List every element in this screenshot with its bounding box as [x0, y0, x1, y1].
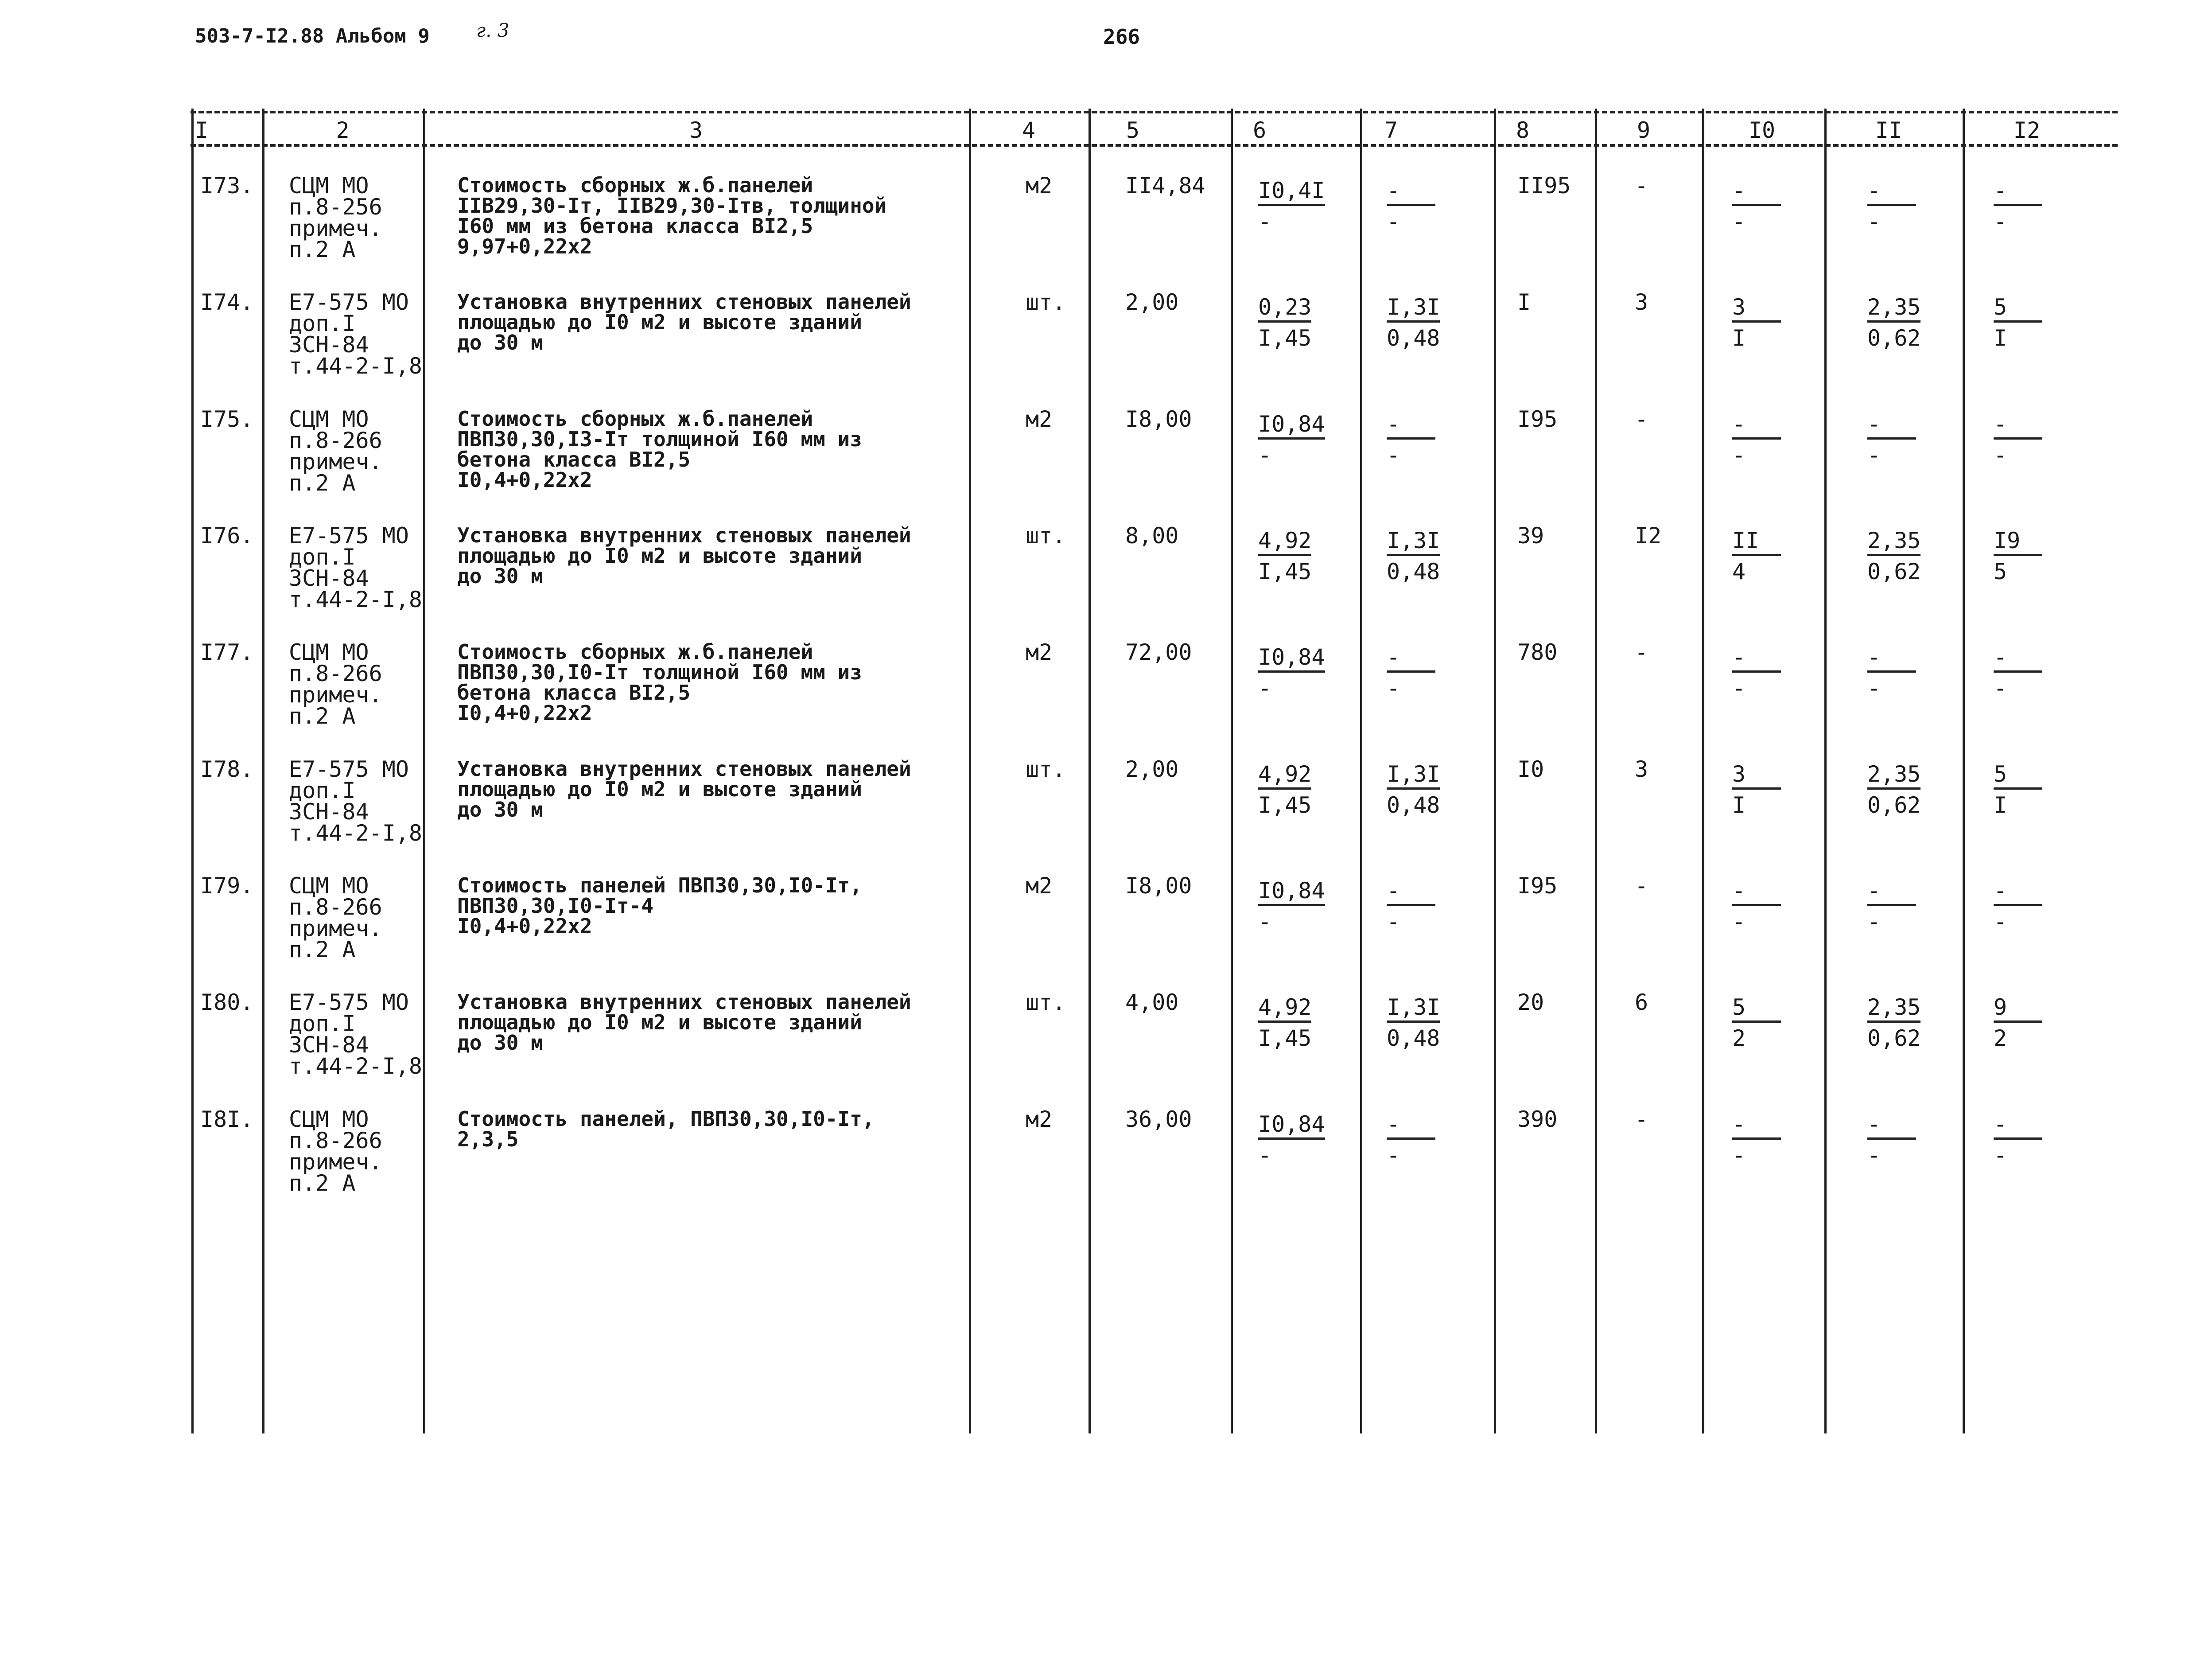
unit-cost-cell: $\frac{4,92}{I,45}$: [1258, 761, 1312, 818]
unit: м2: [1026, 1106, 1053, 1132]
column-10-cell: $\frac{3}{I}$: [1732, 292, 1808, 354]
column-number: I0: [1748, 117, 1776, 143]
unit: шт.: [1026, 756, 1066, 782]
column-11-cell: - -: [1867, 175, 1943, 237]
column-number: 6: [1252, 117, 1267, 143]
table-row: [0, 875, 2212, 993]
operation-cost-cell: - -: [1387, 642, 1462, 704]
unit-cost-cell: $\frac{4,92}{I,45}$: [1258, 994, 1312, 1051]
table-row: [0, 639, 2212, 759]
work-description: Стоимость панелей ПВП30,30,I0-Iт, ПВП30,30,I0-Iт-4 I0,4+0,22х2: [457, 873, 862, 938]
quantity: 4,00: [1125, 989, 1179, 1015]
column-11-cell: - -: [1867, 875, 1943, 937]
table-row: [0, 406, 2212, 526]
column-number: I2: [2013, 117, 2041, 143]
row-number: I75.: [200, 406, 254, 432]
norm-reference: СЦМ МО п.8-256 примеч. п.2 А: [289, 173, 382, 262]
quantity: 2,00: [1125, 289, 1179, 315]
column-12-cell: - -: [1994, 1109, 2069, 1171]
total-cost: I95: [1517, 873, 1558, 899]
quantity: 8,00: [1125, 523, 1179, 549]
column-12-cell: $\frac{9}{2}$: [1994, 992, 2069, 1054]
column-10-cell: - -: [1732, 175, 1808, 237]
norm-reference: Е7-575 МО доп.I ЗСН-84 т.44-2-I,8: [289, 289, 423, 379]
unit-cost-cell: I0,4I -: [1258, 178, 1325, 234]
column-9-value: I2: [1635, 523, 1662, 549]
total-cost: I95: [1517, 406, 1558, 432]
document-code: 503-7-I2.88 Альбом 9: [195, 25, 430, 47]
column-number: 2: [336, 117, 350, 143]
page-number: 266: [1103, 25, 1140, 49]
column-10-cell: $\frac{3}{I}$: [1732, 759, 1808, 821]
column-9-value: -: [1635, 1106, 1648, 1132]
column-12-cell: - -: [1994, 175, 2069, 237]
norm-reference: СЦМ МО п.8-266 примеч. п.2 А: [289, 1106, 382, 1196]
column-11-cell: - -: [1867, 1109, 1943, 1171]
table-row: [0, 756, 2212, 876]
unit: м2: [1026, 873, 1053, 899]
unit: шт.: [1026, 523, 1066, 549]
work-description: Установка внутренних стеновых панелей площадью до I0 м2 и высоте зданий до 30 м: [457, 990, 911, 1055]
column-12-cell: $\frac{5}{I}$: [1994, 292, 2069, 354]
row-number: I76.: [200, 523, 254, 549]
column-12-cell: - -: [1994, 875, 2069, 937]
unit-cost-cell: I0,84 -: [1258, 1111, 1325, 1168]
row-number: I8I.: [200, 1106, 254, 1132]
total-cost: II95: [1517, 173, 1571, 199]
quantity: I8,00: [1125, 873, 1192, 899]
column-number: 8: [1516, 117, 1530, 143]
work-description: Стоимость сборных ж.б.панелей ПВП30,30,I0-Iт толщиной I60 мм из бетона класса ВI2,5 I0,4+0,22х2: [457, 640, 862, 725]
unit: м2: [1026, 406, 1053, 432]
column-number: 4: [1022, 117, 1036, 143]
norm-reference: Е7-575 МО доп.I ЗСН-84 т.44-2-I,8: [289, 989, 423, 1079]
column-11-cell: $\frac{2,35}{0,62}$: [1867, 528, 1921, 584]
unit-cost-cell: $\frac{4,92}{I,45}$: [1258, 528, 1312, 584]
handwritten-note: г. 3: [476, 19, 509, 41]
quantity: 36,00: [1125, 1106, 1192, 1132]
operation-cost-cell: - -: [1387, 875, 1462, 937]
column-number: 7: [1384, 117, 1398, 143]
operation-cost-cell: $\frac{I,3I}{0,48}$: [1387, 994, 1440, 1051]
total-cost: 20: [1517, 989, 1544, 1015]
quantity: 72,00: [1125, 639, 1192, 665]
total-cost: 390: [1517, 1106, 1558, 1132]
work-description: Стоимость панелей, ПВП30,30,I0-Iт, 2,3,5: [457, 1107, 875, 1151]
total-cost: 780: [1517, 639, 1558, 665]
operation-cost-cell: - -: [1387, 175, 1462, 237]
row-number: I79.: [200, 873, 254, 899]
total-cost: 39: [1517, 523, 1544, 549]
column-12-cell: - -: [1994, 642, 2069, 704]
table-header-rule: [190, 144, 2118, 147]
norm-reference: Е7-575 МО доп.I ЗСН-84 т.44-2-I,8: [289, 523, 423, 612]
column-number: 3: [689, 117, 703, 143]
operation-cost-cell: $\frac{I,3I}{0,48}$: [1387, 528, 1440, 584]
table-row: [0, 289, 2212, 409]
column-11-cell: $\frac{2,35}{0,62}$: [1867, 761, 1921, 818]
unit-cost-cell: I0,84 -: [1258, 878, 1325, 935]
column-9-value: 6: [1635, 989, 1648, 1015]
row-number: I73.: [200, 173, 254, 199]
row-number: I77.: [200, 639, 254, 665]
table-top-rule: [190, 111, 2118, 113]
work-description: Стоимость сборных ж.б.панелей IIВ29,30-Iт, IIВ29,30-Iтв, толщиной I60 мм из бетона класса ВI2,5 9,97+0,22х2: [457, 173, 887, 258]
column-11-cell: $\frac{2,35}{0,62}$: [1867, 994, 1921, 1051]
unit-cost-cell: I0,84 -: [1258, 411, 1325, 468]
column-9-value: -: [1635, 406, 1648, 432]
unit-cost-cell: I0,84 -: [1258, 644, 1325, 701]
total-cost: I: [1517, 289, 1531, 315]
column-10-cell: - -: [1732, 642, 1808, 704]
column-number: II: [1875, 117, 1902, 143]
table-row: [0, 989, 2212, 1109]
table-row: [0, 1106, 2212, 1226]
row-number: I74.: [200, 289, 254, 315]
table-row: [0, 175, 2212, 292]
norm-reference: СЦМ МО п.8-266 примеч. п.2 А: [289, 639, 382, 729]
row-number: I80.: [200, 989, 254, 1015]
quantity: II4,84: [1125, 173, 1205, 199]
unit-cost-cell: $\frac{0,23}{I,45}$: [1258, 294, 1312, 351]
column-12-cell: - -: [1994, 409, 2069, 471]
unit: шт.: [1026, 989, 1066, 1015]
column-9-value: 3: [1635, 756, 1648, 782]
column-number: I: [195, 117, 209, 143]
column-number: 5: [1126, 117, 1140, 143]
column-12-cell: $\frac{5}{I}$: [1994, 759, 2069, 821]
column-10-cell: $\frac{5}{2}$: [1732, 992, 1808, 1054]
column-12-cell: $\frac{I9}{5}$: [1994, 525, 2069, 587]
norm-reference: СЦМ МО п.8-266 примеч. п.2 А: [289, 873, 382, 962]
work-description: Установка внутренних стеновых панелей площадью до I0 м2 и высоте зданий до 30 м: [457, 290, 911, 354]
table-row: [0, 525, 2212, 643]
norm-reference: СЦМ МО п.8-266 примеч. п.2 А: [289, 406, 382, 496]
column-9-value: -: [1635, 639, 1648, 665]
operation-cost-cell: $\frac{I,3I}{0,48}$: [1387, 294, 1440, 351]
work-description: Установка внутренних стеновых панелей площадью до I0 м2 и высоте зданий до 30 м: [457, 523, 911, 588]
column-11-cell: $\frac{2,35}{0,62}$: [1867, 294, 1921, 351]
column-9-value: -: [1635, 173, 1648, 199]
column-10-cell: - -: [1732, 409, 1808, 471]
quantity: I8,00: [1125, 406, 1192, 432]
operation-cost-cell: $\frac{I,3I}{0,48}$: [1387, 761, 1440, 818]
column-9-value: 3: [1635, 289, 1648, 315]
work-description: Стоимость сборных ж.б.панелей ПВП30,30,I3-Iт толщиной I60 мм из бетона класса ВI2,5 I0,4+0,22х2: [457, 407, 862, 492]
row-number: I78.: [200, 756, 254, 782]
column-10-cell: - -: [1732, 875, 1808, 937]
unit: м2: [1026, 639, 1053, 665]
column-11-cell: - -: [1867, 642, 1943, 704]
norm-reference: Е7-575 МО доп.I ЗСН-84 т.44-2-I,8: [289, 756, 423, 846]
work-description: Установка внутренних стеновых панелей площадью до I0 м2 и высоте зданий до 30 м: [457, 757, 911, 822]
column-10-cell: - -: [1732, 1109, 1808, 1171]
column-9-value: -: [1635, 873, 1648, 899]
unit: м2: [1026, 173, 1053, 199]
column-number: 9: [1637, 117, 1651, 143]
quantity: 2,00: [1125, 756, 1179, 782]
unit: шт.: [1026, 289, 1066, 315]
total-cost: I0: [1517, 756, 1544, 782]
operation-cost-cell: - -: [1387, 409, 1462, 471]
column-11-cell: - -: [1867, 409, 1943, 471]
operation-cost-cell: - -: [1387, 1109, 1462, 1171]
column-10-cell: $\frac{II}{4}$: [1732, 525, 1808, 587]
